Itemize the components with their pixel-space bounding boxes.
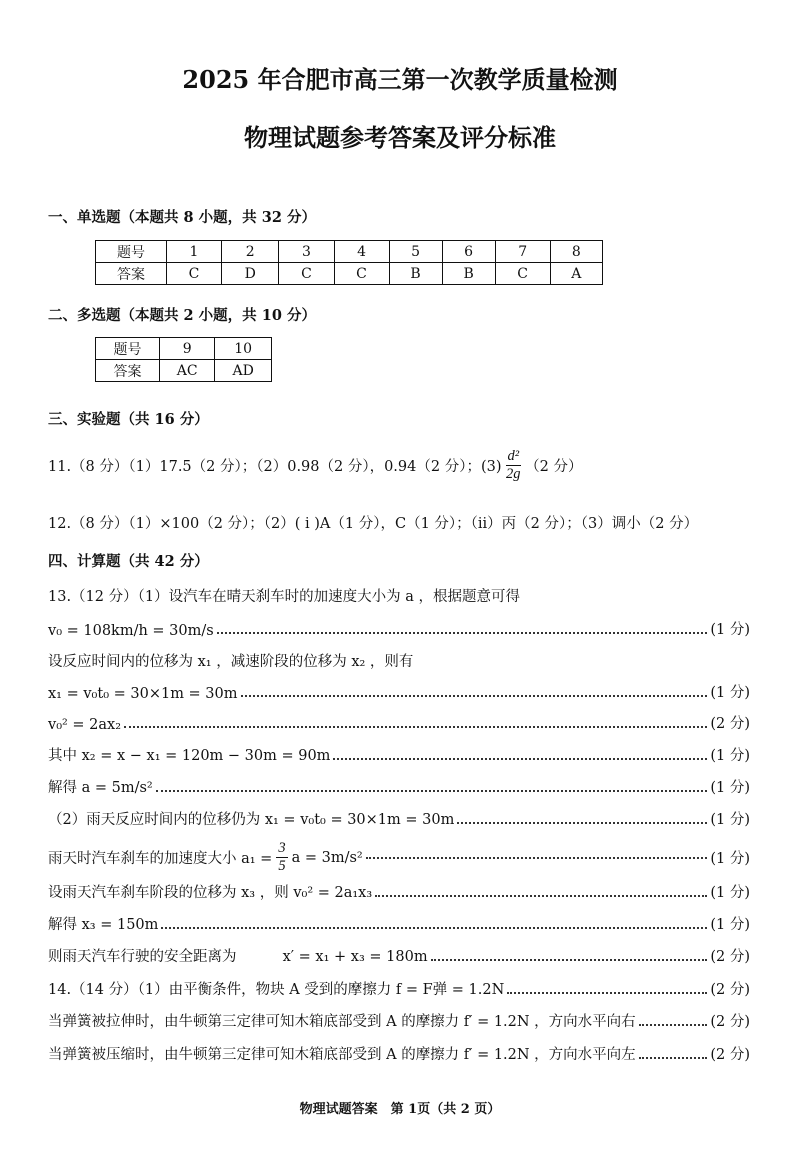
cell: 7 (495, 241, 550, 263)
line-text: 解得 x₃ = 150m (48, 917, 159, 933)
points: (1 分) (710, 685, 750, 701)
points: (1 分) (710, 748, 750, 764)
line-text: 雨天时汽车刹车的加速度大小 a₁ = (48, 851, 273, 867)
page-footer: 物理试题答案 第 1页（共 2 页） (299, 1102, 501, 1117)
solution-line (48, 776, 750, 797)
dot-leader (161, 927, 707, 929)
q11-text: 11.（8 分）（1）17.5（2 分）；（2）0.98（2 分），0.94（2 分）；(3) (48, 459, 502, 475)
points: (2 分) (710, 716, 750, 732)
document-subtitle: 物理试题参考答案及评分标准 (244, 123, 556, 152)
solution-line (48, 808, 750, 829)
points: (2 分) (710, 982, 750, 998)
row-label: 答案 (96, 263, 167, 285)
dot-leader (124, 726, 707, 728)
cell: 2 (222, 241, 279, 263)
numerator: d² (507, 448, 520, 464)
multi-choice-answer-table (95, 337, 272, 382)
cell: 4 (334, 241, 389, 263)
row-label: 题号 (96, 241, 167, 263)
denominator: 2g (506, 466, 521, 482)
solution-line (48, 744, 750, 765)
points: (1 分) (710, 851, 750, 867)
cell: 8 (550, 241, 602, 263)
line-text: 设反应时间内的位移为 x₁ ，减速阶段的位移为 x₂ ，则有 (48, 654, 414, 670)
numerator: 3 (278, 840, 286, 856)
solution-line (48, 1010, 750, 1031)
cell: A (550, 263, 602, 285)
cell: C (334, 263, 389, 285)
solution-line (48, 840, 750, 875)
dot-leader (431, 959, 708, 961)
row-label: 题号 (96, 338, 160, 360)
dot-leader (217, 632, 708, 634)
fraction (506, 448, 522, 483)
cell: 1 (167, 241, 222, 263)
single-choice-answer-table (95, 240, 603, 285)
line-text: 设雨天汽车刹车阶段的位移为 x₃ ，则 v₀² = 2a₁x₃ (48, 885, 373, 901)
cell: AD (215, 360, 272, 382)
q11-answer (48, 448, 750, 483)
table-row (96, 263, 603, 285)
points: (2 分) (710, 1047, 750, 1063)
solution-line (48, 712, 750, 733)
line-text: a = 3m/s² (291, 849, 363, 866)
line-text: v₀² = 2ax₂ (48, 717, 122, 733)
solution-line (48, 881, 750, 902)
line-text: 当弹簧被拉伸时，由牛顿第三定律可知木箱底部受到 A 的摩擦力 f′ = 1.2N ，方向水平向右 (48, 1014, 636, 1030)
q13-intro: 13.（12 分）（1）设汽车在晴天刹车时的加速度大小为 a ，根据题意可得 (48, 589, 520, 605)
cell: B (442, 263, 495, 285)
points: (1 分) (710, 812, 750, 828)
section-1-heading: 一、单选题（本题共 8 小题，共 32 分） (48, 209, 316, 226)
cell: 6 (442, 241, 495, 263)
table-row (96, 241, 603, 263)
cell: D (222, 263, 279, 285)
cell: AC (160, 360, 215, 382)
line-text: （2）雨天反应时间内的位移仍为 x₁ = v₀t₀ = 30×1m = 30m (48, 812, 455, 828)
points: (1 分) (710, 917, 750, 933)
points: (1 分) (710, 780, 750, 796)
cell: 9 (160, 338, 215, 360)
solution-line (48, 1043, 750, 1064)
solution-line (48, 681, 750, 702)
line-text: x₁ = v₀t₀ = 30×1m = 30m (48, 686, 238, 702)
cell: 3 (279, 241, 334, 263)
solution-line (48, 618, 750, 639)
table-row (96, 338, 272, 360)
dot-leader (375, 895, 707, 897)
cell: 10 (215, 338, 272, 360)
line-text: 则雨天汽车行驶的安全距离为 x′ = x₁ + x₃ = 180m (48, 949, 428, 965)
line-text: 当弹簧被压缩时，由牛顿第三定律可知木箱底部受到 A 的摩擦力 f′ = 1.2N ，方向水平向左 (48, 1047, 636, 1063)
section-2-heading: 二、多选题（本题共 2 小题，共 10 分） (48, 307, 316, 324)
line-text: 14.（14 分）（1）由平衡条件，物块 A 受到的摩擦力 f = F弹 = 1.2N (48, 982, 505, 998)
dot-leader (333, 758, 707, 760)
points: (2 分) (710, 1014, 750, 1030)
solution-line (48, 945, 750, 966)
dot-leader (457, 822, 707, 824)
solution-line (48, 978, 750, 999)
dot-leader (241, 695, 708, 697)
line-text: 解得 a = 5m/s² (48, 780, 153, 796)
section-4-heading: 四、计算题（共 42 分） (48, 553, 209, 570)
cell: B (389, 263, 442, 285)
q11-points: （2 分） (525, 459, 583, 475)
dot-leader (507, 992, 707, 994)
document-title: 2025 年合肥市高三第一次教学质量检测 (182, 65, 618, 94)
points: (1 分) (710, 885, 750, 901)
q12-answer: 12.（8 分）（1）×100（2 分）；（2）( i )A（1 分），C（1 分）；（ii）丙（2 分）；（3）调小（2 分） (48, 516, 699, 532)
dot-leader (366, 857, 708, 859)
fraction (276, 840, 287, 875)
dot-leader (156, 790, 708, 792)
cell: C (279, 263, 334, 285)
line-text: 其中 x₂ = x − x₁ = 120m − 30m = 90m (48, 748, 331, 764)
line-text: v₀ = 108km/h = 30m/s (48, 623, 214, 639)
points: (2 分) (710, 949, 750, 965)
cell: 5 (389, 241, 442, 263)
section-3-heading: 三、实验题（共 16 分） (48, 411, 209, 428)
solution-line (48, 913, 750, 934)
row-label: 答案 (96, 360, 160, 382)
table-row (96, 360, 272, 382)
solution-line (48, 650, 750, 671)
dot-leader (639, 1024, 708, 1026)
dot-leader (639, 1057, 708, 1059)
denominator: 5 (278, 858, 286, 874)
cell: C (167, 263, 222, 285)
points: (1 分) (710, 622, 750, 638)
cell: C (495, 263, 550, 285)
